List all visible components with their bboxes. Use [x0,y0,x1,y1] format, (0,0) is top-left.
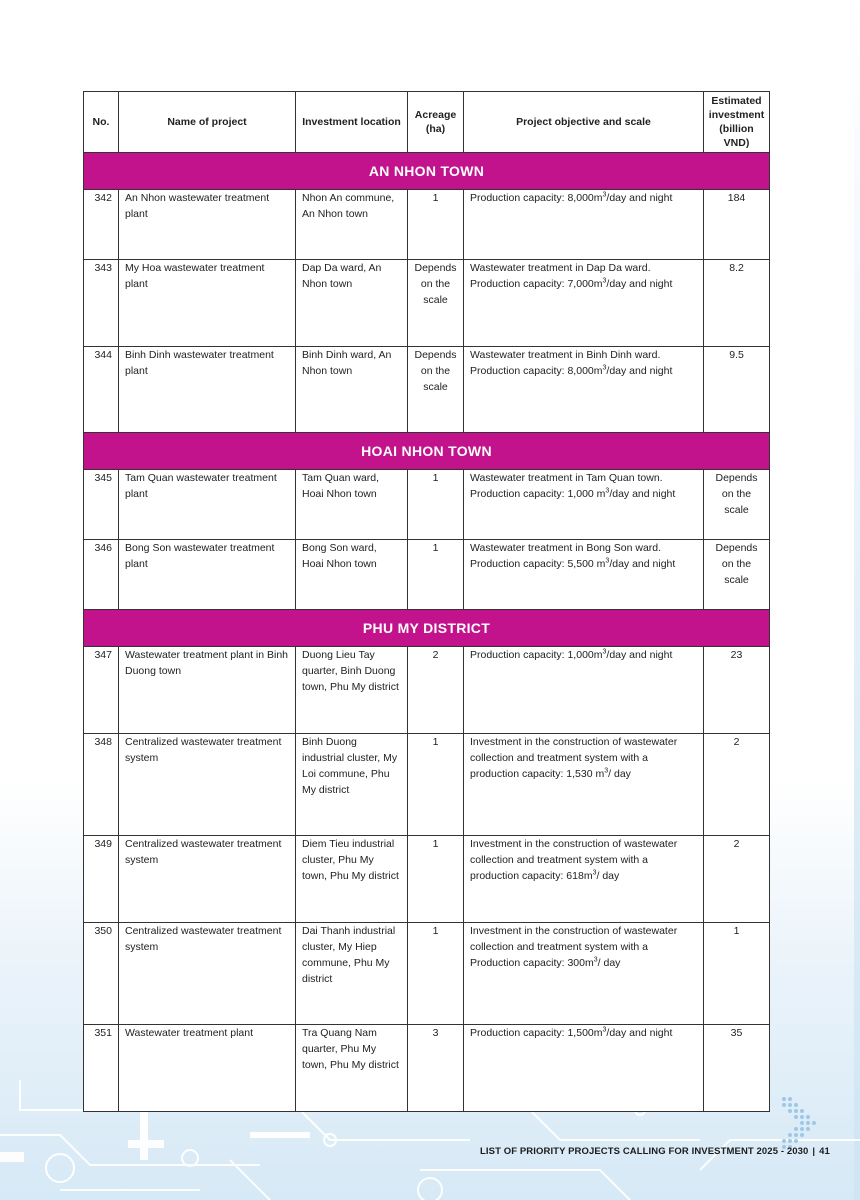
unit-superscript: 3 [602,364,607,372]
objective-text: Investment in the construction of wastewater collection and treatment system with a production capacity: 618m [470,838,678,882]
section-header-row [84,153,770,190]
header-no: No. [84,92,119,153]
section-title: PHU MY DISTRICT [84,610,770,647]
investment-location: Bong Son ward, Hoai Nhon town [296,540,408,610]
project-name: Tam Quan wastewater treatment plant [119,470,296,540]
project-objective [464,470,704,540]
objective-text-end: / day [597,957,621,969]
project-name: An Nhon wastewater treatment plant [119,190,296,260]
project-objective [464,923,704,1025]
estimated-investment: 2 [704,836,770,923]
investment-location: Binh Dinh ward, An Nhon town [296,347,408,433]
row-number: 348 [84,734,119,836]
estimated-investment: Depends on the scale [704,470,770,540]
acreage: 1 [408,470,464,540]
objective-text: Wastewater treatment in Binh Dinh ward. Production capacity: 8,000m [470,349,661,377]
investment-location: Tra Quang Nam quarter, Phu My town, Phu My district [296,1025,408,1112]
objective-text: Wastewater treatment in Bong Son ward. Production capacity: 5,500 m [470,542,662,570]
project-objective [464,734,704,836]
table-row [84,836,770,923]
unit-superscript: 3 [605,557,610,565]
objective-text: Wastewater treatment in Dap Da ward. Production capacity: 7,000m [470,262,651,290]
unit-superscript: 3 [605,487,610,495]
project-table [83,91,770,1112]
objective-text-end: /day and night [606,649,673,661]
page-footer [480,1146,830,1157]
estimated-investment: 8.2 [704,260,770,347]
row-number: 342 [84,190,119,260]
section-title: AN NHON TOWN [84,153,770,190]
section-header-row [84,610,770,647]
estimated-investment: 23 [704,647,770,734]
row-number: 351 [84,1025,119,1112]
table-row [84,260,770,347]
table-row [84,647,770,734]
footer-title: LIST OF PRIORITY PROJECTS CALLING FOR INVESTMENT 2025 - 2030 [480,1146,809,1157]
objective-text: Production capacity: 1,000m [470,649,603,661]
row-number: 350 [84,923,119,1025]
objective-text: Production capacity: 8,000m [470,192,603,204]
investment-location: Duong Lieu Tay quarter, Binh Duong town, Phu My district [296,647,408,734]
objective-text-end: /day and night [606,365,673,377]
unit-superscript: 3 [602,648,607,656]
project-objective [464,260,704,347]
project-name: Centralized wastewater treatment system [119,836,296,923]
objective-text-end: /day and night [609,488,676,500]
section-header-row [84,433,770,470]
unit-superscript: 3 [602,191,607,199]
project-name: Centralized wastewater treatment system [119,734,296,836]
objective-text-end: /day and night [606,192,673,204]
acreage: 1 [408,836,464,923]
table-row [84,347,770,433]
row-number: 343 [84,260,119,347]
objective-text-end: /day and night [606,1027,673,1039]
table-row [84,540,770,610]
section-title: HOAI NHON TOWN [84,433,770,470]
objective-text-end: / day [596,870,620,882]
header-acreage: Acreage (ha) [408,92,464,153]
unit-superscript: 3 [593,956,598,964]
investment-location: Dap Da ward, An Nhon town [296,260,408,347]
row-number: 347 [84,647,119,734]
page-edge-strip [854,0,860,1200]
row-number: 346 [84,540,119,610]
project-name: Binh Dinh wastewater treatment plant [119,347,296,433]
table-body [84,153,770,1112]
unit-superscript: 3 [602,277,607,285]
project-name: Bong Son wastewater treatment plant [119,540,296,610]
objective-text: Production capacity: 1,500m [470,1027,603,1039]
investment-location: Binh Duong industrial cluster, My Loi commune, Phu My district [296,734,408,836]
project-objective [464,540,704,610]
estimated-investment: 2 [704,734,770,836]
project-name: Centralized wastewater treatment system [119,923,296,1025]
acreage: 1 [408,923,464,1025]
investment-location: Tam Quan ward, Hoai Nhon town [296,470,408,540]
acreage: Depends on the scale [408,260,464,347]
acreage: Depends on the scale [408,347,464,433]
objective-text-end: /day and night [606,278,673,290]
objective-text: Investment in the construction of wastewater collection and treatment system with a Production capacity: 300m [470,925,678,969]
project-name: Wastewater treatment plant in Binh Duong town [119,647,296,734]
table-header [84,92,770,153]
table-row [84,190,770,260]
project-objective [464,347,704,433]
acreage: 3 [408,1025,464,1112]
project-name: My Hoa wastewater treatment plant [119,260,296,347]
project-objective [464,1025,704,1112]
investment-location: Diem Tieu industrial cluster, Phu My town, Phu My district [296,836,408,923]
investment-location: Dai Thanh industrial cluster, My Hiep commune, Phu My district [296,923,408,1025]
header-row [84,92,770,153]
project-objective [464,836,704,923]
unit-superscript: 3 [592,869,597,877]
objective-text-end: /day and night [609,558,676,570]
acreage: 1 [408,540,464,610]
estimated-investment: 35 [704,1025,770,1112]
unit-superscript: 3 [602,1026,607,1034]
table-row [84,1025,770,1112]
row-number: 344 [84,347,119,433]
unit-superscript: 3 [604,767,609,775]
estimated-investment: Depends on the scale [704,540,770,610]
estimated-investment: 1 [704,923,770,1025]
page-number: 41 [819,1146,830,1157]
project-name: Wastewater treatment plant [119,1025,296,1112]
project-objective [464,190,704,260]
table-row [84,734,770,836]
header-objective: Project objective and scale [464,92,704,153]
row-number: 345 [84,470,119,540]
header-location: Investment location [296,92,408,153]
header-investment: Estimated investment (billion VND) [704,92,770,153]
investment-location: Nhon An commune, An Nhon town [296,190,408,260]
table-row [84,923,770,1025]
project-objective [464,647,704,734]
estimated-investment: 9.5 [704,347,770,433]
acreage: 1 [408,190,464,260]
row-number: 349 [84,836,119,923]
acreage: 1 [408,734,464,836]
acreage: 2 [408,647,464,734]
objective-text: Investment in the construction of wastewater collection and treatment system with a production capacity: 1,530 m [470,736,678,780]
objective-text: Wastewater treatment in Tam Quan town. Production capacity: 1,000 m [470,472,663,500]
footer-separator: | [812,1146,816,1157]
estimated-investment: 184 [704,190,770,260]
table-row [84,470,770,540]
header-name: Name of project [119,92,296,153]
objective-text-end: / day [608,768,631,780]
